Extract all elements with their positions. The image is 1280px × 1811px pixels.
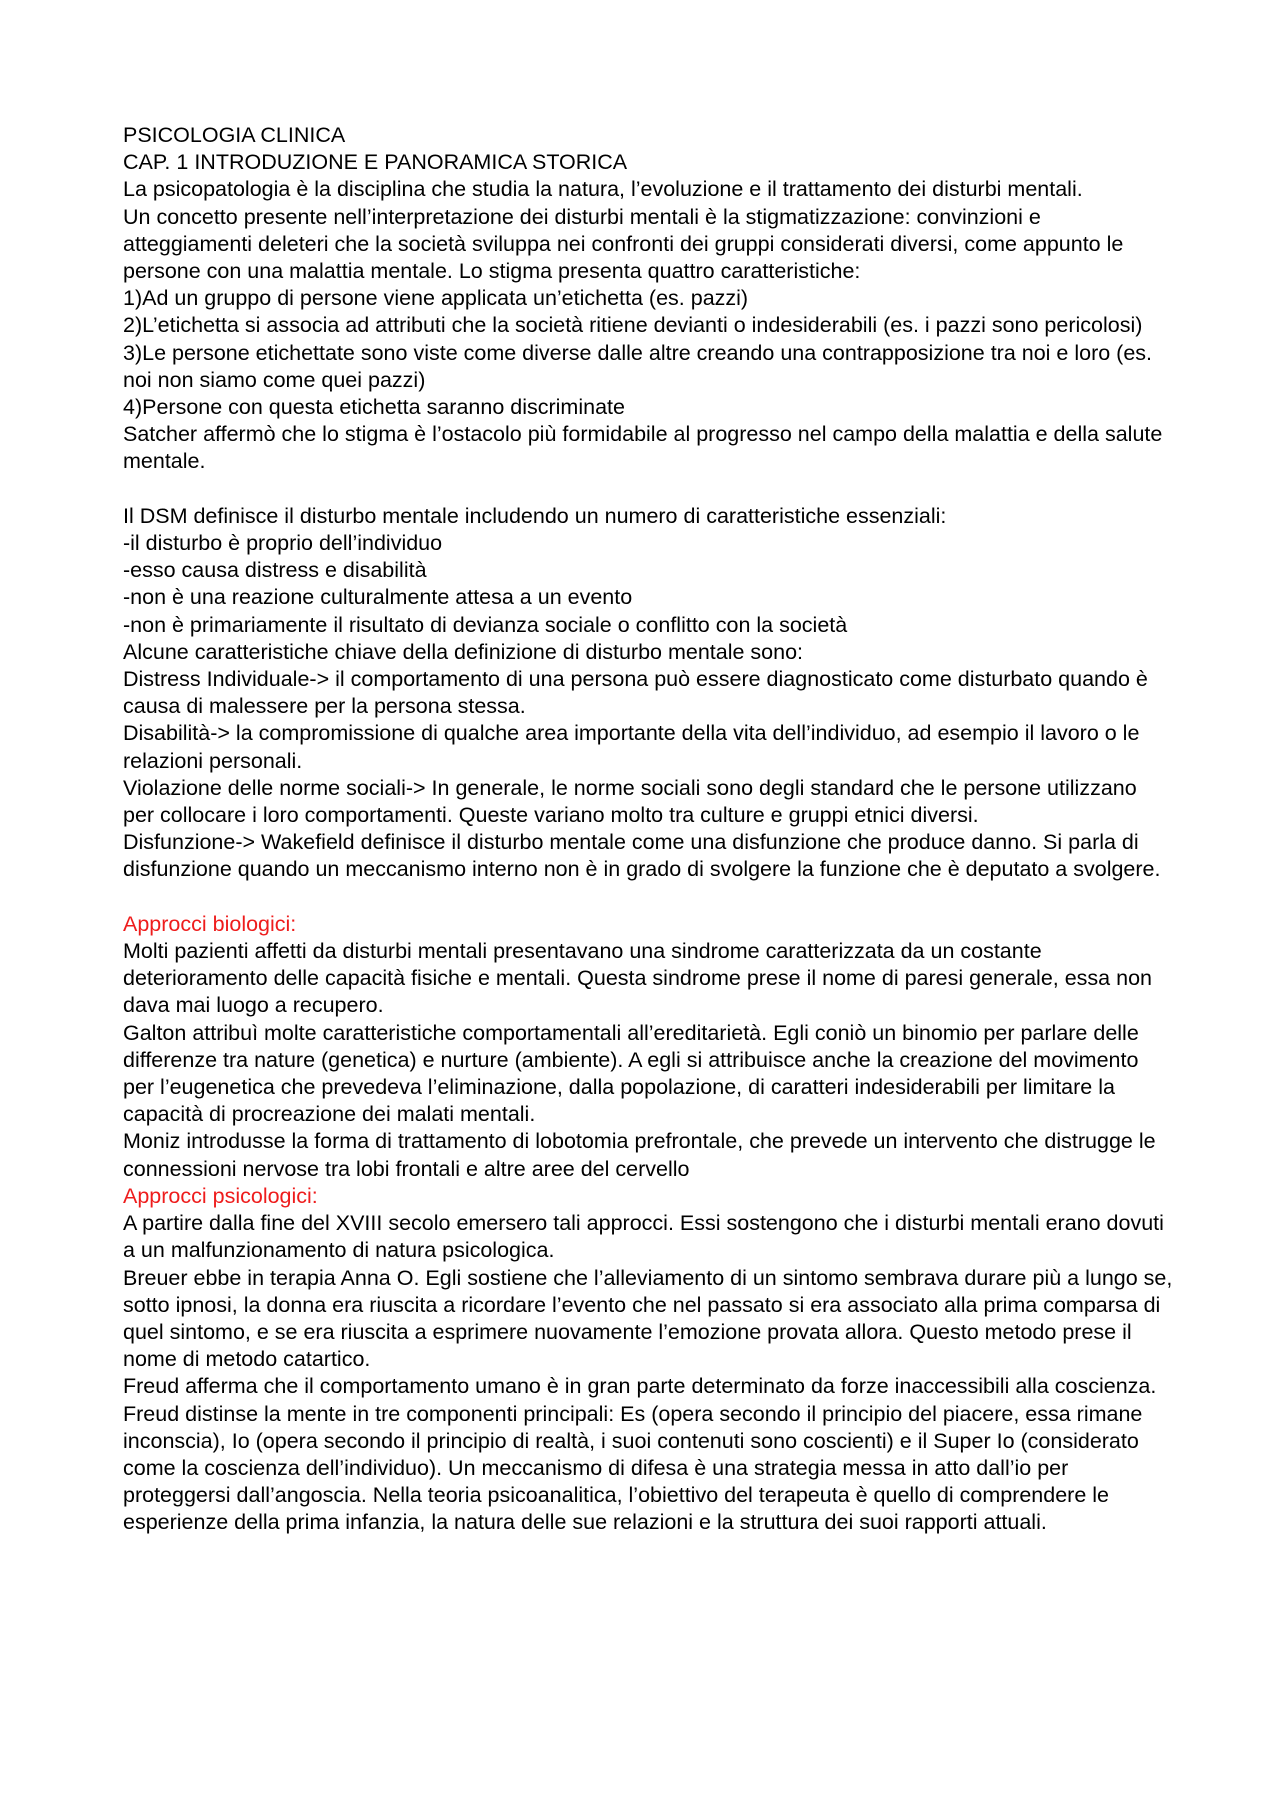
list-item: -il disturbo è proprio dell’individuo: [123, 531, 443, 556]
blank-line: [123, 884, 1173, 911]
paragraph: Moniz introdusse la forma di trattamento di lobotomia prefrontale, che prevede un intervento che distrugge le connessioni nervose tra lobi frontali e altre aree del cervello: [123, 1129, 1156, 1181]
section-heading-biological: Approcci biologici:: [123, 911, 297, 936]
list-item: -esso causa distress e disabilità: [123, 558, 427, 583]
list-item: 2)L’etichetta si associa ad attributi che la società ritiene devianti o indesiderabili (es. i pazzi sono pericolosi): [123, 313, 1143, 338]
document-title: PSICOLOGIA CLINICA: [123, 123, 346, 147]
paragraph: Breuer ebbe in terapia Anna O. Egli sostiene che l’alleviamento di un sintomo sembrava durare più a lungo se, sotto ipnosi, la donna era riuscita a ricordare l’evento che nel passato si era associato alla prima comparsa di quel sintomo, e se era riuscita a esprimere nuovamente l’emozione provata allora. Questo metodo prese il nome di metodo catartico.: [123, 1265, 1173, 1372]
definition-item: Disfunzione-> Wakefield definisce il disturbo mentale come una disfunzione che produce danno. Si parla di disfunzione quando un meccanismo interno non è in grado di svolgere la funzione che è deputato a svolgere.: [123, 830, 1161, 882]
chapter-title: CAP. 1 INTRODUZIONE E PANORAMICA STORICA: [123, 150, 628, 175]
definition-item: Violazione delle norme sociali-> In generale, le norme sociali sono degli standard che le persone utilizzano per collocare i loro comportamenti. Queste variano molto tra culture e gruppi etnici diversi.: [123, 775, 1137, 828]
paragraph: Galton attribuì molte caratteristiche comportamentali all’ereditarietà. Egli coniò un binomio per parlare delle differenze tra nature (genetica) e nurture (ambiente). A egli si attribuisce anche la creazione del movimento per l’eugenetica che prevedeva l’eliminazione, dalla popolazione, di caratteri indesiderabili per limitare la capacità di procreazione dei malati mentali.: [123, 1020, 1139, 1127]
list-item: -non è primariamente il risultato di devianza sociale o conflitto con la società: [123, 612, 848, 637]
section-heading-psychological: Approcci psicologici:: [123, 1183, 318, 1208]
definition-item: Disabilità-> la compromissione di qualche area importante della vita dell’individuo, ad esempio il lavoro o le relazioni personali.: [123, 721, 1140, 773]
list-item: 1)Ad un gruppo di persone viene applicata un’etichetta (es. pazzi): [123, 286, 749, 311]
list-item: 3)Le persone etichettate sono viste come diverse dalle altre creando una contrapposizione tra noi e loro (es. noi non siamo come quei pazzi): [123, 340, 1153, 392]
list-item: 4)Persone con questa etichetta saranno discriminate: [123, 395, 625, 420]
paragraph: La psicopatologia è la disciplina che studia la natura, l’evoluzione e il trattamento dei disturbi mentali.: [123, 177, 1083, 202]
paragraph: Alcune caratteristiche chiave della definizione di disturbo mentale sono:: [123, 639, 804, 664]
definition-item: Distress Individuale-> il comportamento di una persona può essere diagnosticato come disturbato quando è causa di malessere per la persona stessa.: [123, 667, 1148, 719]
paragraph: A partire dalla fine del XVIII secolo emersero tali approcci. Essi sostengono che i disturbi mentali erano dovuti a un malfunzionamento di natura psicologica.: [123, 1211, 1164, 1263]
paragraph: Un concetto presente nell’interpretazione dei disturbi mentali è la stigmatizzazione: convinzioni e atteggiamenti deleteri che la società sviluppa nei confronti dei gruppi considerati diversi, come appunto le persone con una malattia mentale. Lo stigma presenta quattro caratteristiche:: [123, 204, 1124, 284]
document-page: [123, 122, 1173, 1537]
paragraph: Molti pazienti affetti da disturbi mentali presentavano una sindrome caratterizzata da un costante deterioramento delle capacità fisiche e mentali. Questa sindrome prese il nome di paresi generale, essa non dava mai luogo a recupero.: [123, 939, 1152, 1018]
paragraph: Satcher affermò che lo stigma è l’ostacolo più formidabile al progresso nel campo della malattia e della salute mentale.: [123, 422, 1163, 474]
list-item: -non è una reazione culturalmente attesa a un evento: [123, 585, 633, 610]
paragraph: Freud afferma che il comportamento umano è in gran parte determinato da forze inaccessibili alla coscienza. Freud distinse la mente in tre componenti principali: Es (opera secondo il principio del piacere, essa rimane inconscia), Io (opera secondo il principio di realtà, i suoi contenuti sono coscienti) e il Super Io (considerato come la coscienza dell’individuo). Un meccanismo di difesa è una strategia messa in atto dall’io per proteggersi dall’angoscia. Nella teoria psicoanalitica, l’obiettivo del terapeuta è quello di comprendere le esperienze della prima infanzia, la natura delle sue relazioni e la struttura dei suoi rapporti attuali.: [123, 1374, 1157, 1535]
blank-line: [123, 476, 1173, 503]
paragraph: Il DSM definisce il disturbo mentale includendo un numero di caratteristiche essenziali:: [123, 503, 947, 528]
